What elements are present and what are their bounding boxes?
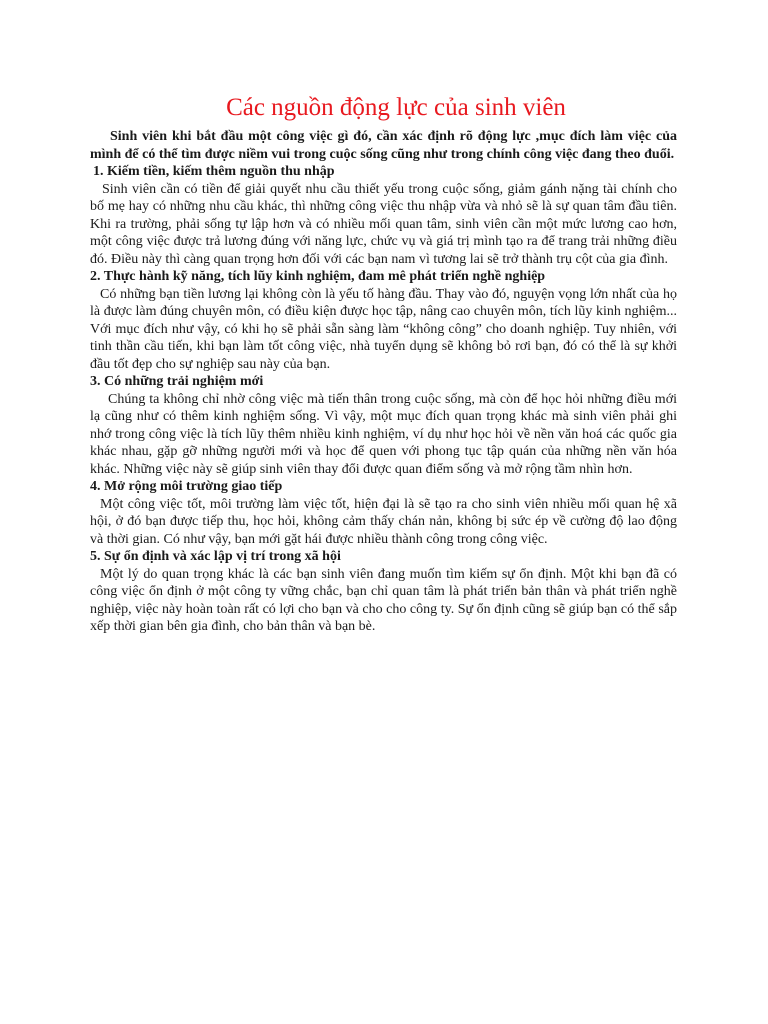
section-3-body: Chúng ta không chỉ nhờ công việc mà tiến thân trong cuộc sống, mà còn để học hỏi những điều mới lạ cũng như có thêm kinh nghiệm sống. Vì vậy, một mục đích quan trọng khác mà sinh viên phải ghi nhớ trong công việc là tích lũy thêm nhiều kinh nghiệm, ví dụ như học hỏi về nền văn hoá các quốc gia khác nhau, gặp gỡ những người mới và học để quen với phong tục tập quán của những nền văn hóa khác. Những việc này sẽ giúp sinh viên thay đổi được quan điểm sống và mở rộng tầm nhìn hơn. <box>90 391 677 477</box>
document-title: Các nguồn động lực của sinh viên <box>226 94 566 121</box>
section-5-heading: 5. Sự ổn định và xác lập vị trí trong xã hội <box>90 549 341 564</box>
section-2-heading: 2. Thực hành kỹ năng, tích lũy kinh nghiệm, đam mê phát triển nghề nghiệp <box>90 269 546 284</box>
section-1-heading: 1. Kiếm tiền, kiếm thêm nguồn thu nhập <box>93 164 335 179</box>
intro-paragraph: Sinh viên khi bắt đầu một công việc gì đó, cần xác định rõ động lực ,mục đích làm việc của mình để có thể tìm được niềm vui trong cuộc sống cũng như trong chính công việc đang theo đuổi. <box>90 129 677 162</box>
document-body <box>90 92 677 636</box>
section-1-body: Sinh viên cần có tiền để giải quyết nhu cầu thiết yếu trong cuộc sống, giảm gánh nặng tài chính cho bố mẹ hay có những nhu cầu khác, thì những công việc thu nhập vừa và nhỏ sẽ là sự quan tâm đầu tiên. Khi ra trường, phải sống tự lập hơn và có nhiều mối quan tâm, sinh viên cần một mức lương cao hơn, một công việc được trả lương đúng với năng lực, chức vụ và giá trị mình tạo ra để trang trải những điều đó. Điều này thì càng quan trọng hơn đối với các bạn nam vì tương lai sẽ trở thành trụ cột của gia đình. <box>90 181 677 267</box>
section-3-heading: 3. Có những trải nghiệm mới <box>90 374 264 389</box>
section-2-body: Có những bạn tiền lương lại không còn là yếu tố hàng đầu. Thay vào đó, nguyện vọng lớn nhất của họ là được làm đúng chuyên môn, có điều kiện được học tập, nâng cao chuyên môn, tích lũy kinh nghiệm... Với mục đích như vậy, có khi họ sẽ phải sẵn sàng làm “không công” cho doanh nghiệp. Tuy nhiên, với tinh thần cầu tiến, khi bạn làm tốt công việc, nhà tuyển dụng sẽ không bỏ rơi bạn, đó có thể là sự khởi đầu tốt đẹp cho sự nghiệp sau này của bạn. <box>90 286 677 372</box>
section-4-body: Một công việc tốt, môi trường làm việc tốt, hiện đại là sẽ tạo ra cho sinh viên nhiều mối quan hệ xã hội, ở đó bạn được tiếp thu, học hỏi, không cảm thấy chán nản, không bị sức ép về cường độ lao động và thời gian. Có như vậy, bạn mới gặt hái được nhiều thành công trong công việc. <box>90 496 677 547</box>
section-5-body: Một lý do quan trọng khác là các bạn sinh viên đang muốn tìm kiếm sự ổn định. Một khi bạn đã có công việc ổn định ở một công ty vững chắc, bạn chỉ quan tâm là phát triển bản thân và phát triển nghề nghiệp, việc này hoàn toàn rất có lợi cho bạn và cho cho công ty. Sự ổn định cũng sẽ giúp bạn có thể sắp xếp thời gian bên gia đình, cho bản thân và bạn bè. <box>90 566 677 634</box>
section-4-heading: 4. Mở rộng môi trường giao tiếp <box>90 479 283 494</box>
